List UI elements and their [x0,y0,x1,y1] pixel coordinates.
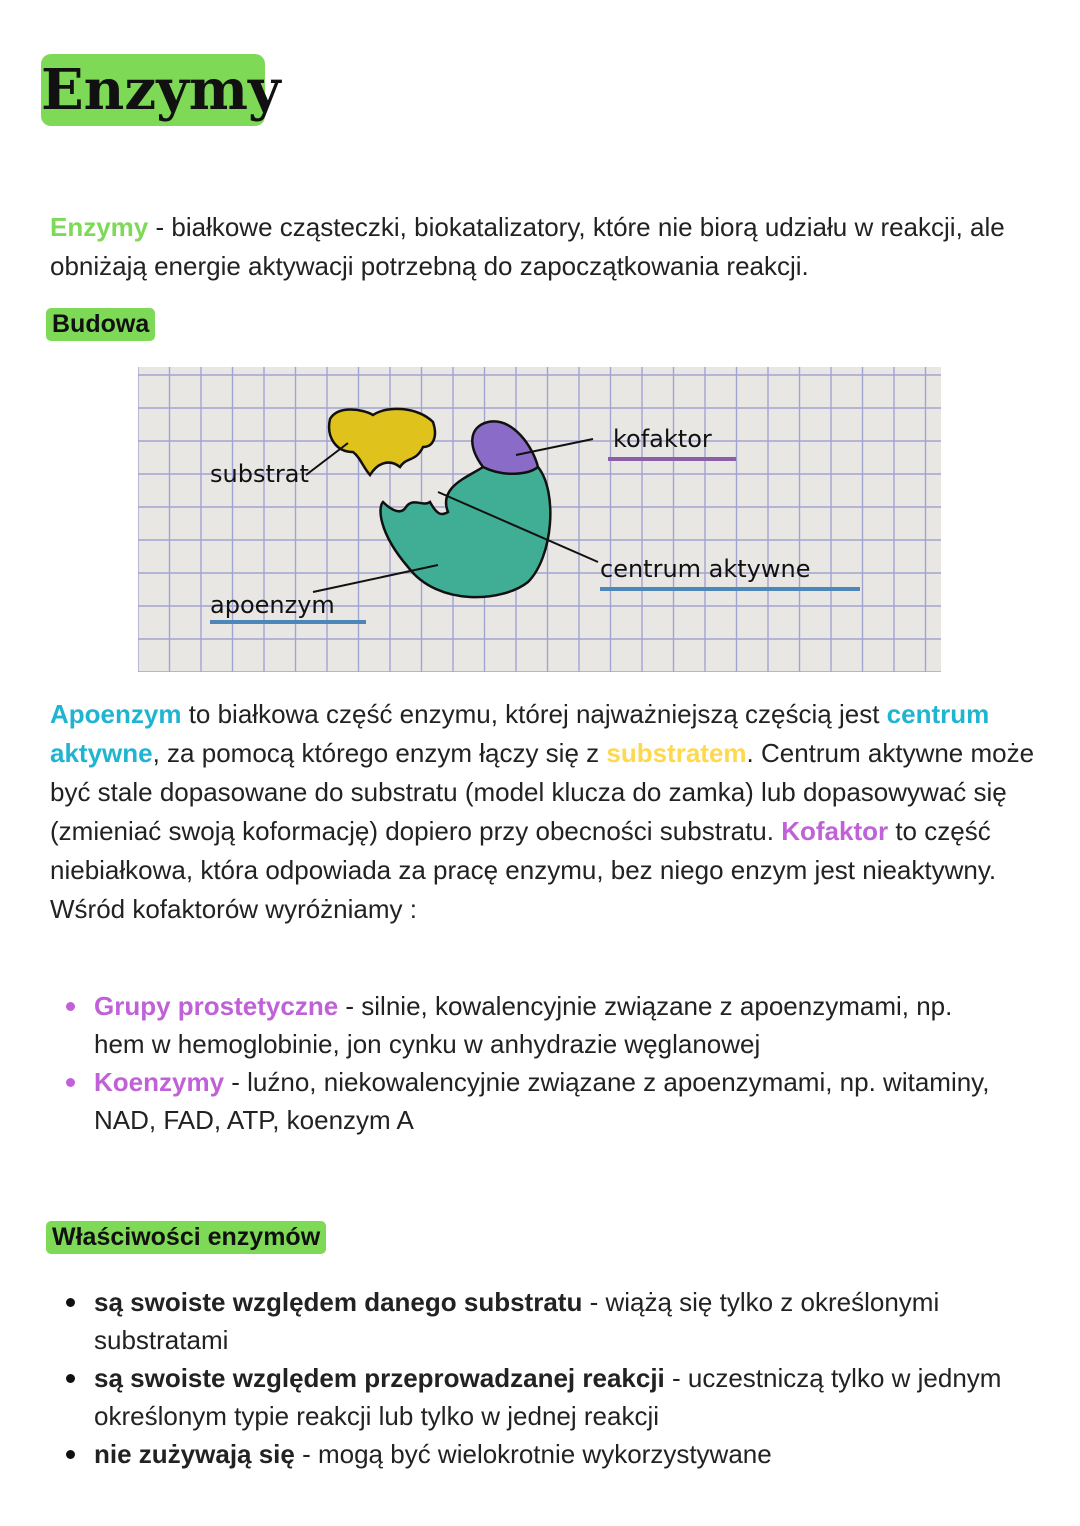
list-item [50,1435,1010,1473]
properties-list [50,1283,1010,1473]
label-centrum-aktywne: centrum aktywne [600,555,811,583]
intro-text: - białkowe cząsteczki, biokatalizatory, które nie biorą udziału w reakcji, ale obniżają energie aktywacji potrzebną do zapoczątkowania reakcji. [50,212,1005,281]
label-kofaktor: kofaktor [613,425,712,453]
term-substratem: substratem [606,738,747,768]
intro-paragraph [50,208,1050,286]
item-text: - silnie, kowalencyjnie związane z apoenzymami, np. hem w hemoglobinie, jon cynku w anhydrazie węglanowej [94,991,953,1059]
item-text: - uczestniczą tylko w jednym określonym typie reakcji lub tylko w jednej reakcji [94,1363,1002,1431]
term-apoenzym: Apoenzym [50,699,182,729]
bullet-icon [66,1374,75,1383]
term-kofaktor: Kofaktor [781,816,889,846]
bullet-icon [66,1078,75,1087]
enzyme-diagram [138,367,941,672]
term: Grupy prostetyczne [94,991,339,1021]
bullet-icon [66,1450,75,1459]
page-title: Enzymy [41,54,265,126]
item-text: - wiążą się tylko z określonymi substratami [94,1287,940,1355]
term: są swoiste względem przeprowadzanej reakcji [94,1363,665,1393]
apoenzyme-paragraph [50,695,1040,929]
term: Koenzymy [94,1067,225,1097]
list-item [50,1359,1010,1435]
section-heading-budowa: Budowa [46,308,155,341]
term-centrum-aktywne: centrum aktywne [50,699,990,768]
list-item [50,1063,1010,1139]
bullet-icon [66,1002,75,1011]
term-enzymy: Enzymy [50,212,149,242]
section-heading-wlasciwosci: Właściwości enzymów [46,1221,326,1254]
term: nie zużywają się [94,1439,295,1469]
label-substrat: substrat [210,460,309,488]
term: są swoiste względem danego substratu [94,1287,583,1317]
para-text: to część niebiałkowa, która odpowiada za pracę enzymu, bez niego enzym jest nieaktywny. Wśród kofaktorów wyróżniamy : [50,816,997,924]
bullet-icon [66,1298,75,1307]
para-text: , za pomocą którego enzym łączy się z [152,738,607,768]
label-apoenzym: apoenzym [210,591,335,619]
list-item [50,1283,1010,1359]
cofactor-list [50,987,1010,1139]
item-text: - luźno, niekowalencyjnie związane z apoenzymami, np. witaminy, NAD, FAD, ATP, koenzym A [94,1067,990,1135]
para-text: . Centrum aktywne może być stale dopasowane do substratu (model klucza do zamka) lub dopasowywać się (zmieniać swoją koformację) dopiero przy obecności substratu. [50,738,1035,846]
list-item [50,987,1010,1063]
item-text: - mogą być wielokrotnie wykorzystywane [294,1439,772,1469]
para-text: to białkowa część enzymu, której najważniejszą częścią jest [181,699,887,729]
